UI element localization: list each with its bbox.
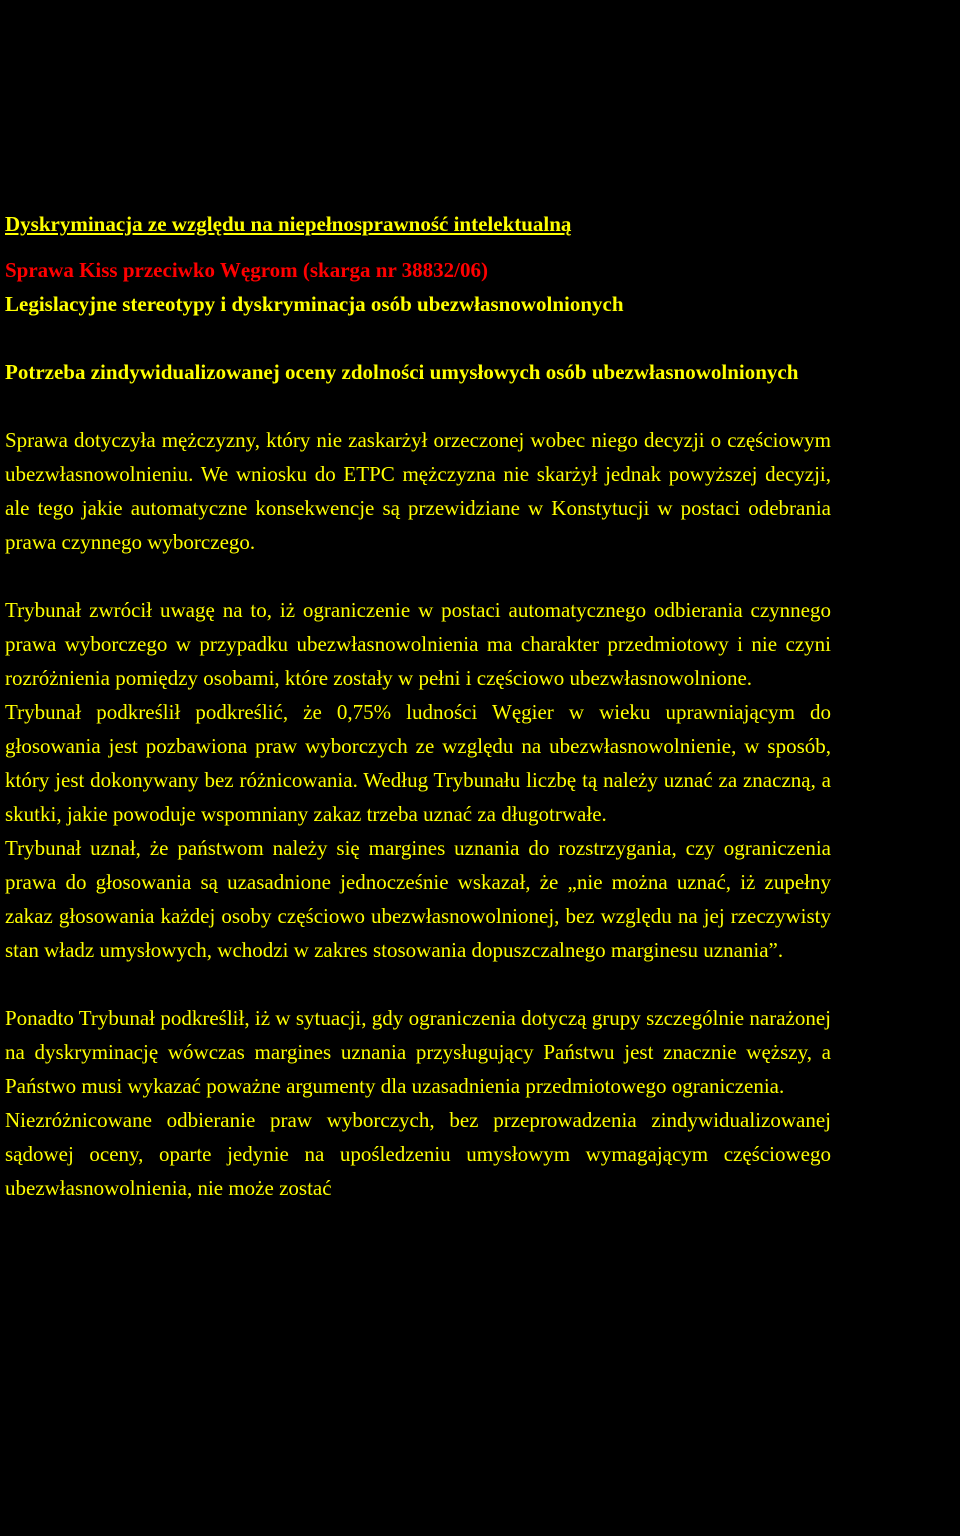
spacer — [5, 967, 831, 1001]
document-subtitle: Legislacyjne stereotypy i dyskryminacja osób ubezwłasnowolnionych — [5, 292, 624, 316]
paragraph-2: Trybunał zwrócił uwagę na to, iż ograniczenie w postaci automatycznego odbierania czynnego prawa wyborczego w przypadku ubezwłasnowolnienia ma charakter przedmiotowy i nie czyni rozróżnienia pomiędzy osobami, które zostały w pełni i częściowo ubezwłasnowolnione. — [5, 598, 831, 690]
spacer — [5, 559, 831, 593]
paragraph-4: Trybunał uznał, że państwom należy się margines uznania do rozstrzygania, czy ograniczenia prawa do głosowania są uzasadnione jednocześnie wskazał, że „nie można uznać, iż zupełny zakaz głosowania każdej osoby częściowo ubezwłasnowolnionej, bez względu na jej rzeczywisty stan władz umysłowych, wchodzi w zakres stosowania dopuszczalnego marginesu uznania”. — [5, 836, 831, 962]
document-page — [5, 207, 831, 1205]
spacer — [5, 321, 831, 355]
paragraph-6: Niezróżnicowane odbieranie praw wyborczych, bez przeprowadzenia zindywidualizowanej sądowej oceny, oparte jedynie na upośledzeniu umysłowym wymagającym częściowego ubezwłasnowolnienia, nie może zostać — [5, 1108, 831, 1200]
paragraph-1: Sprawa dotyczyła mężczyzny, który nie zaskarżył orzeczonej wobec niego decyzji o częściowym ubezwłasnowolnieniu. We wniosku do ETPC mężczyzna nie skarżył jednak powyższej decyzji, ale tego jakie automatyczne konsekwencje są przewidziane w Konstytucji w postaci odebrania prawa czynnego wyborczego. — [5, 428, 831, 554]
spacer — [5, 389, 831, 423]
section-heading: Potrzeba zindywidualizowanej oceny zdolności umysłowych osób ubezwłasnowolnionych — [5, 360, 799, 384]
spacer — [5, 241, 831, 253]
case-title: Sprawa Kiss przeciwko Węgrom (skarga nr 38832/06) — [5, 258, 488, 282]
paragraph-3: Trybunał podkreślił podkreślić, że 0,75% ludności Węgier w wieku uprawniającym do głosowania jest pozbawiona praw wyborczych ze względu na ubezwłasnowolnienie, w sposób, który jest dokonywany bez różnicowania. Według Trybunału liczbę tą należy uznać za znaczną, a skutki, jakie powoduje wspomniany zakaz trzeba uznać za długotrwałe. — [5, 700, 831, 826]
paragraph-5: Ponadto Trybunał podkreślił, iż w sytuacji, gdy ograniczenia dotyczą grupy szczególnie narażonej na dyskryminację wówczas margines uznania przysługujący Państwu jest znacznie węższy, a Państwo musi wykazać poważne argumenty dla uzasadnienia przedmiotowego ograniczenia. — [5, 1006, 831, 1098]
document-heading: Dyskryminacja ze względu na niepełnosprawność intelektualną — [5, 212, 572, 236]
